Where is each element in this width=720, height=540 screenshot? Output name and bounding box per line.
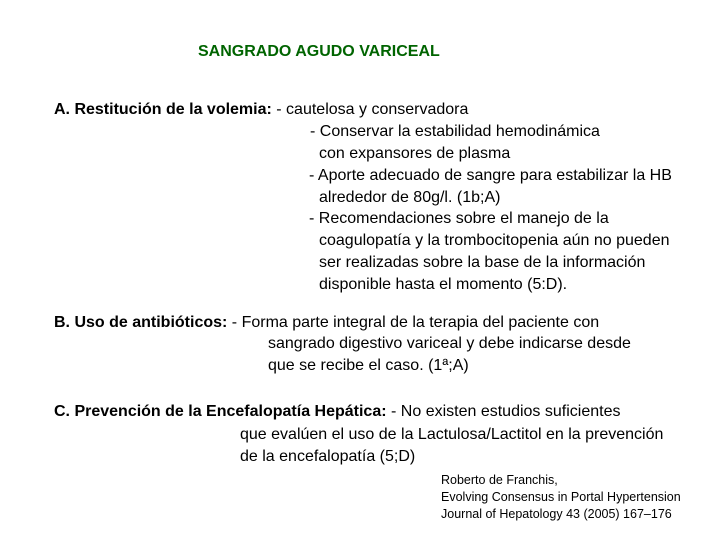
- reference-article: Evolving Consensus in Portal Hypertension: [441, 490, 681, 504]
- section-a-line: coagulopatía y la trombocitopenia aún no pueden: [319, 232, 670, 249]
- section-a-line: - Recomendaciones sobre el manejo de la: [309, 210, 609, 227]
- section-a-first-line: [54, 99, 468, 120]
- section-b-first-line: [54, 312, 599, 333]
- section-b-line: sangrado digestivo variceal y debe indicarse desde: [268, 335, 631, 352]
- section-a-line: disponible hasta el momento (5:D).: [319, 276, 568, 293]
- section-a-line: alrededor de 80g/l. (1b;A): [319, 189, 501, 206]
- section-a-line: - cautelosa y conservadora: [276, 101, 469, 118]
- section-c-line: de la encefalopatía (5;D): [240, 448, 416, 465]
- reference-journal: Journal of Hepatology 43 (2005) 167–176: [441, 507, 672, 521]
- section-a-line: - Conservar la estabilidad hemodinámica: [310, 123, 600, 140]
- section-c-line: que evalúen el uso de la Lactulosa/Lactitol en la prevención: [240, 426, 664, 443]
- slide-title: SANGRADO AGUDO VARICEAL: [198, 43, 440, 60]
- section-a-heading: A. Restitución de la volemia:: [54, 101, 272, 118]
- section-c-heading: C. Prevención de la Encefalopatía Hepática:: [54, 403, 387, 420]
- section-b-heading: B. Uso de antibióticos:: [54, 314, 228, 331]
- section-c-first-line: [54, 401, 620, 422]
- section-b-line: que se recibe el caso. (1ª;A): [268, 357, 469, 374]
- section-a-line: ser realizadas sobre la base de la información: [319, 254, 646, 271]
- section-a-line: con expansores de plasma: [319, 145, 511, 162]
- section-c-line: - No existen estudios suficientes: [391, 403, 621, 420]
- section-b-line: - Forma parte integral de la terapia del paciente con: [231, 314, 600, 331]
- reference-author: Roberto de Franchis,: [441, 473, 558, 487]
- section-a-line: - Aporte adecuado de sangre para estabilizar la HB: [309, 167, 672, 184]
